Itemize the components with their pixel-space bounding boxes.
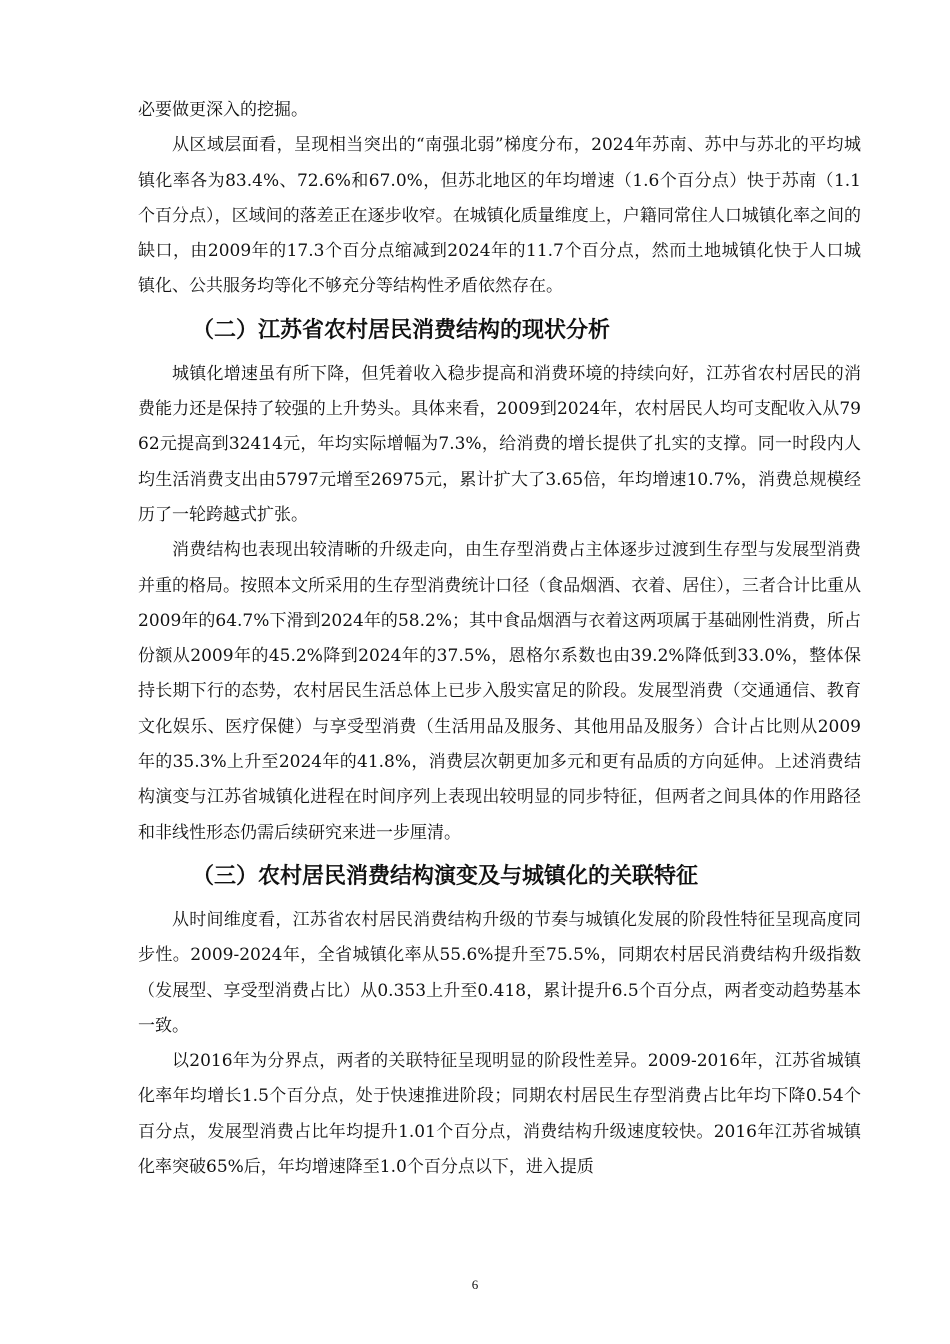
paragraph-time-dimension: 从时间维度看，江苏省农村居民消费结构升级的节奏与城镇化发展的阶段性特征呈现高度同步性。2009-2024年，全省城镇化率从55.6%提升至75.5%，同期农村居民消费结构升级指数（发展型、享受型消费占比）从0.353上升至0.418，累计提升6.5个百分点，两者变动趋势基本一致。 [138,909,861,1036]
paragraph-consumption-capacity: 城镇化增速虽有所下降，但凭着收入稳步提高和消费环境的持续向好，江苏省农村居民的消费能力还是保持了较强的上升势头。具体来看，2009到2024年，农村居民人均可支配收入从7962元提高到32414元，年均实际增幅为7.3%，给消费的增长提供了扎实的支撑。同一时段内人均生活消费支出由5797元增至26975元，累计扩大了3.65倍，年均增速10.7%，消费总规模经历了一轮跨越式扩张。 [138,363,861,525]
page-body [138,93,861,1185]
paragraph-stage-differences: 以2016年为分界点，两者的关联特征呈现明显的阶段性差异。2009-2016年，江苏省城镇化率年均增长1.5个百分点，处于快速推进阶段；同期农村居民生存型消费占比年均下降0.54个百分点，发展型消费占比年均提升1.01个百分点，消费结构升级速度较快。2016年江苏省城镇化率突破65%后，年均增速降至1.0个百分点以下，进入提质 [138,1051,861,1178]
section-heading-2: （二）江苏省农村居民消费结构的现状分析 [192,317,611,343]
page-number: 6 [471,1277,479,1292]
paragraph-regional: 从区域层面看，呈现相当突出的“南强北弱”梯度分布，2024年苏南、苏中与苏北的平均城镇化率各为83.4%、72.6%和67.0%，但苏北地区的年均增速（1.6个百分点）快于苏南（1.1个百分点），区域间的落差正在逐步收窄。在城镇化质量维度上，户籍同常住人口城镇化率之间的缺口，由2009年的17.3个百分点缩减到2024年的11.7个百分点，然而土地城镇化快于人口城镇化、公共服务均等化不够充分等结构性矛盾依然存在。 [138,135,861,297]
paragraph-continued: 必要做更深入的挖掘。 [138,100,308,120]
paragraph-consumption-structure: 消费结构也表现出较清晰的升级走向，由生存型消费占主体逐步过渡到生存型与发展型消费并重的格局。按照本文所采用的生存型消费统计口径（食品烟酒、衣着、居住），三者合计比重从2009年的64.7%下滑到2024年的58.2%；其中食品烟酒与衣着这两项属于基础刚性消费，所占份额从2009年的45.2%降到2024年的37.5%，恩格尔系数也由39.2%降低到33.0%，整体保持长期下行的态势，农村居民生活总体上已步入殷实富足的阶段。发展型消费（交通通信、教育文化娱乐、医疗保健）与享受型消费（生活用品及服务、其他用品及服务）合计占比则从2009年的35.3%上升至2024年的41.8%，消费层次朝更加多元和更有品质的方向延伸。上述消费结构演变与江苏省城镇化进程在时间序列上表现出较明显的同步特征，但两者之间具体的作用路径和非线性形态仍需后续研究来进一步厘清。 [138,540,861,843]
section-heading-3: （三）农村居民消费结构演变及与城镇化的关联特征 [192,863,699,889]
